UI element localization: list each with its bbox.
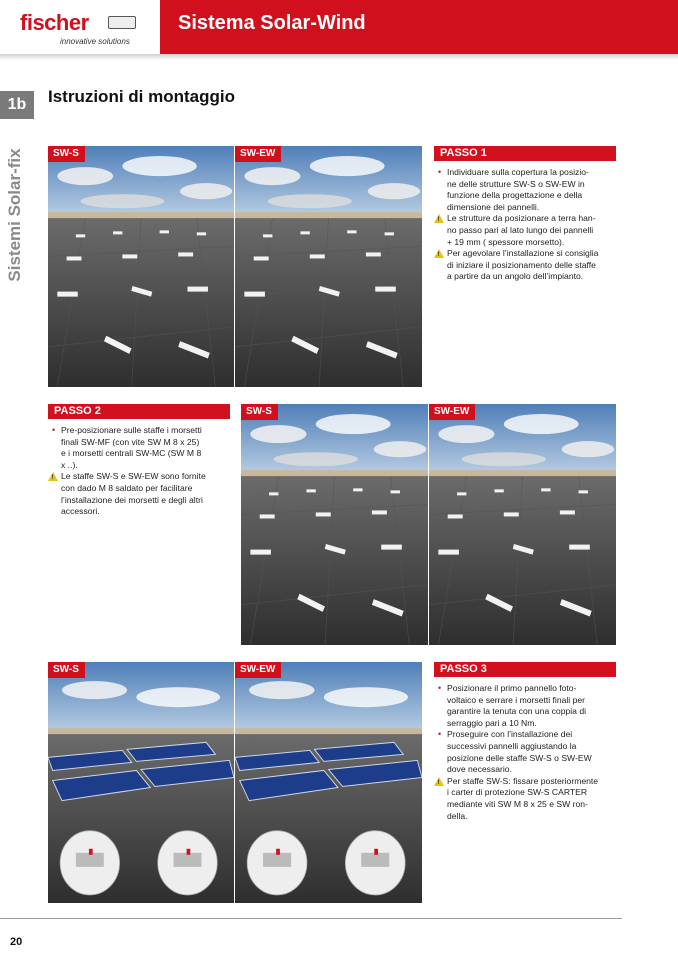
step-3-title: PASSO 3 <box>434 662 616 677</box>
photo-label: SW-S <box>48 146 85 162</box>
brand-tagline: innovative solutions <box>60 37 130 46</box>
warning-icon <box>434 249 444 258</box>
section-tab: 1b <box>0 91 34 119</box>
bullet-icon: • <box>438 729 442 740</box>
photo-label: SW-EW <box>235 146 281 162</box>
header-bar <box>160 0 678 54</box>
step-item: • Individuare sulla copertura la posizio- ne delle strutture SW-S o SW-EW in funzione della progettazione e della dimensione dei pannelli. <box>438 167 589 212</box>
step-item: • Proseguire con l’installazione dei successivi pannelli aggiustando la posizione delle staffe SW-S o SW-EW dove necessario. <box>438 729 592 775</box>
step-2-box <box>48 404 230 518</box>
step-1-box <box>434 146 616 283</box>
brand-badge-icon <box>108 16 136 29</box>
step-3-box <box>434 662 616 822</box>
photo-label: SW-EW <box>429 404 475 420</box>
step-warning: ! Le strutture da posizionare a terra han- no passo pari al lato lungo dei pannelli + 19 mm ( spessore morsetto). <box>434 213 616 248</box>
bullet-icon: • <box>438 683 442 693</box>
step-2-list <box>48 425 230 518</box>
photo-step3-sw-s <box>48 662 234 903</box>
step-warning: ! Per agevolare l’installazione si consiglia di iniziare il posizionamento delle staffe a partire da un angolo dell’impianto. <box>434 248 616 283</box>
step-2-title: PASSO 2 <box>48 404 230 419</box>
photo-step1-sw-ew <box>235 146 422 387</box>
footer-divider <box>0 918 622 919</box>
photo-label: SW-EW <box>235 662 281 678</box>
header-title: Sistema Solar-Wind <box>178 12 366 34</box>
photo-step3-sw-ew <box>235 662 422 903</box>
brand-logo: fischer <box>20 10 89 35</box>
page-number: 20 <box>10 936 23 948</box>
section-side-label: Sistemi Solar-fix <box>5 148 24 282</box>
page-title: Istruzioni di montaggio <box>48 87 235 106</box>
header-shadow <box>0 54 678 60</box>
brand-logo-area <box>0 0 160 54</box>
step-warning: ! Le staffe SW-S e SW-EW sono fornite con dado M 8 saldato per facilitare l’installazione dei morsetti e degli altri accessori. <box>48 471 230 517</box>
photo-step2-sw-ew <box>429 404 616 645</box>
step-1-list <box>434 167 616 283</box>
photo-label: SW-S <box>48 662 85 678</box>
bullet-icon: • <box>52 425 56 435</box>
step-3-list <box>434 683 616 822</box>
warning-icon <box>434 214 444 223</box>
bullet-icon: • <box>438 167 442 177</box>
photo-step1-sw-s <box>48 146 234 387</box>
step-warning: ! Per staffe SW-S: fissare posteriormente i carter di protezione SW-S CARTER mediante viti SW M 8 x 25 e SW ron- della. <box>434 776 616 822</box>
photo-label: SW-S <box>241 404 278 420</box>
step-item: • Posizionare il primo pannello foto- voltaico e serrare i morsetti finali per garantire la tenuta con una coppia di serraggio pari a 10 Nm. <box>438 683 587 728</box>
step-1-title: PASSO 1 <box>434 146 616 161</box>
photo-step2-sw-s <box>241 404 428 645</box>
warning-icon <box>48 472 58 481</box>
step-item: • Pre-posizionare sulle staffe i morsetti finali SW-MF (con vite SW M 8 x 25) e i morsetti centrali SW-MC (SW M 8 x ..). <box>52 425 202 470</box>
warning-icon <box>434 777 444 786</box>
